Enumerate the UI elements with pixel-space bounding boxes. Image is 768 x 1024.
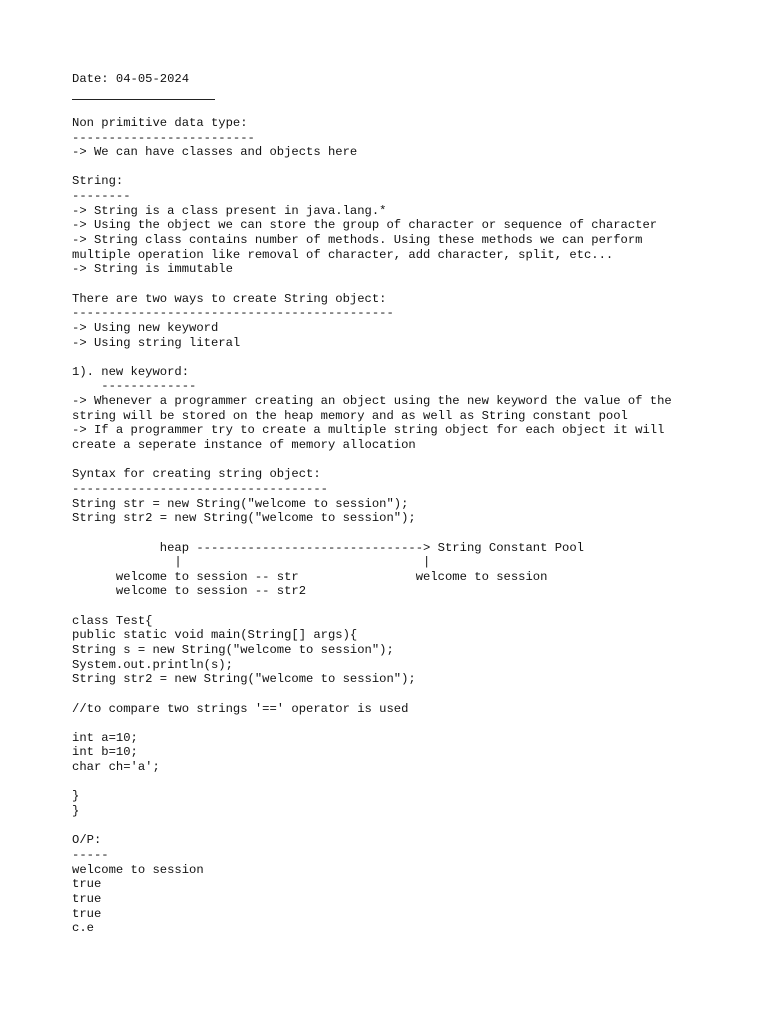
code-line: System.out.println(s); [72,657,233,672]
text-line: -> We can have classes and objects here [72,145,358,160]
text-line: -> String class contains number of methods. Using these methods we can perform [72,233,643,248]
code-line: char ch='a'; [72,760,160,775]
output-line: c.e [72,921,94,936]
heading-syntax: Syntax for creating string object: [72,467,321,482]
text-line: -> String is a class present in java.lang.* [72,203,387,218]
output-line: true [72,906,102,921]
blank-line [72,453,752,468]
blank-line [72,101,752,116]
diagram-line: welcome to session -- str2 [72,584,307,599]
text-line: -> Whenever a programmer creating an object using the new keyword the value of the [72,394,672,409]
heading-string: String: [72,174,124,189]
blank-line [72,716,752,731]
blank-line [72,160,752,175]
text-line: multiple operation like removal of character, add character, split, etc... [72,247,614,262]
code-line: } [72,804,80,819]
heading-underline: -------------------------------------------- [72,306,394,321]
heading-underline: ----- [72,847,109,862]
blank-line [72,599,752,614]
heading-new-keyword: 1). new keyword: [72,364,190,379]
heading-underline: ------------- [72,379,197,394]
diagram-line: | | [72,555,431,570]
code-line: int a=10; [72,730,138,745]
code-line: } [72,789,80,804]
text-line: -> Using the object we can store the group of character or sequence of character [72,218,658,233]
output-line: welcome to session [72,862,204,877]
blank-line [72,350,752,365]
blank-line [72,87,752,102]
diagram-line: welcome to session -- str welcome to session [72,569,548,584]
text-line: create a seperate instance of memory allocation [72,438,416,453]
heading-underline: -------- [72,189,131,204]
code-line: String str2 = new String("welcome to session"); [72,672,416,687]
code-line: class Test{ [72,613,153,628]
code-line: String str2 = new String("welcome to session"); [72,511,416,526]
heading-output: O/P: [72,833,102,848]
text-line: -> If a programmer try to create a multiple string object for each object it will [72,423,665,438]
heading-non-primitive: Non primitive data type: [72,115,248,130]
text-line: -> String is immutable [72,262,233,277]
heading-underline: ------------------------- [72,130,255,145]
blank-line [72,775,752,790]
blank-line [72,819,752,834]
code-line: public static void main(String[] args){ [72,628,358,643]
document-body [72,72,752,936]
output-line: true [72,891,102,906]
text-line: string will be stored on the heap memory and as well as String constant pool [72,408,628,423]
code-line: String str = new String("welcome to session"); [72,496,409,511]
blank-line [72,687,752,702]
heading-underline: ----------------------------------- [72,481,328,496]
output-line: true [72,877,102,892]
heading-two-ways: There are two ways to create String object: [72,291,387,306]
code-comment: //to compare two strings '==' operator is used [72,701,409,716]
text-line: -> Using string literal [72,335,241,350]
code-line: int b=10; [72,745,138,760]
text-line: -> Using new keyword [72,320,219,335]
date-line: Date: 04-05-2024 [72,72,190,86]
blank-line [72,526,752,541]
diagram-line: heap -------------------------------> String Constant Pool [72,540,584,555]
code-line: String s = new String("welcome to session"); [72,642,394,657]
blank-line [72,277,752,292]
